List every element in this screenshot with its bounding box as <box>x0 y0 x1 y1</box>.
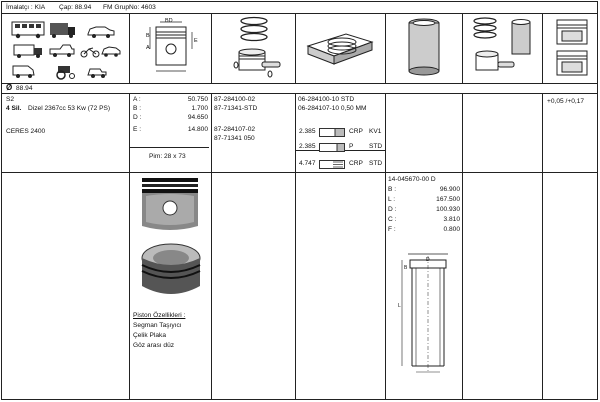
liner-dim-label: C : <box>388 216 397 223</box>
piston-dim-value: 1.700 <box>191 105 208 112</box>
ring-type: CRP <box>349 128 363 135</box>
ring-code: KV1 <box>369 128 382 135</box>
car-icon-2 <box>102 47 120 57</box>
liner-dim-label: F : <box>388 226 396 233</box>
diagram-label-e: E <box>194 38 198 44</box>
piston-feature: Çelik Plaka <box>133 332 166 339</box>
ring-width: 2.385 <box>299 128 316 135</box>
piston-dim-value: 94.650 <box>187 114 208 121</box>
piston-liner-kit-image <box>468 16 538 82</box>
ring-code: STD <box>369 160 383 167</box>
pickup-icon <box>50 45 74 57</box>
ring-profile-icon <box>319 128 345 137</box>
ring-set-box-image <box>302 28 380 68</box>
pin-size: Pim: 28 x 73 <box>149 153 186 160</box>
liner-diagram-label-l: L <box>398 303 401 309</box>
ring-profile-icon <box>319 143 345 152</box>
vehicle-model: CERES 2400 <box>6 128 46 135</box>
ring-type: P <box>349 143 354 150</box>
liner-dim-value: 0.800 <box>443 226 460 233</box>
liner-diagram-label-d: D <box>426 257 430 263</box>
liner-dim-value: 3.810 <box>443 216 460 223</box>
liner-part-number: 14-045670-00 D <box>388 176 436 183</box>
diameter-icon: Ø <box>6 83 13 92</box>
car-icon <box>88 27 114 38</box>
piston-part-number: 87-284107-02 <box>214 126 256 133</box>
piston-photo <box>136 176 206 236</box>
piston-section-diagram <box>552 17 592 79</box>
tractor-icon <box>57 66 75 79</box>
piston-dim-value: 14.800 <box>187 126 208 133</box>
vehicle-code: S2 <box>6 96 15 103</box>
piston-feature: Göz arası düz <box>133 342 175 349</box>
ring-width: 4.747 <box>299 160 316 167</box>
manufacturer-label: İmalatçı : KIA <box>6 4 46 11</box>
group-label: FM GrupNo: 4603 <box>103 4 156 11</box>
ring-code: STD <box>369 143 383 150</box>
ring-type: CRP <box>349 160 363 167</box>
diagram-label-a: A <box>146 45 150 51</box>
ring-part-number: 06-284100-10 STD <box>298 96 355 103</box>
engine-cylinders: 4 Sil. <box>6 105 22 112</box>
piston-dim-label: B : <box>133 105 142 112</box>
piston-part-number: 87-71341 050 <box>214 135 255 142</box>
liner-dim-value: 167.500 <box>436 196 460 203</box>
liner-dim-value: 96.900 <box>439 186 460 193</box>
liner-dim-label: L : <box>388 196 396 203</box>
van-icon <box>13 66 34 78</box>
piston-top-photo <box>136 238 206 304</box>
liner-diagram-label-b: B <box>404 265 408 271</box>
piston-dim-label: D : <box>133 114 142 121</box>
piston-dim-label: E : <box>133 126 142 133</box>
piston-part-number: 87-71341-STD <box>214 105 258 112</box>
vehicle-icons <box>10 18 122 80</box>
bore-label: Çap: 88.94 <box>59 4 92 11</box>
ring-width: 2.385 <box>299 143 316 150</box>
truck-icon <box>50 23 75 38</box>
piston-part-number: 87-284100-02 <box>214 96 256 103</box>
liner-dim-label: B : <box>388 186 397 193</box>
diagram-label-b: B <box>146 33 150 39</box>
catalog-sheet <box>1 1 598 400</box>
diagram-label-bd: BD <box>165 18 173 24</box>
engine-description: Dizel 2367cc 53 Kw (72 PS) <box>28 105 111 112</box>
piston-dim-value: 50.750 <box>187 96 208 103</box>
bore-value: 88.94 <box>16 85 33 92</box>
piston-dim-label: A : <box>133 96 141 103</box>
ring-part-number: 06-284107-10 0,50 MM <box>298 105 367 112</box>
piston-feature: Segman Taşıyıcı <box>133 322 182 329</box>
motorcycle-icon <box>81 48 99 57</box>
ring-profile-icon <box>319 160 345 169</box>
liner-dim-label: D : <box>388 206 397 213</box>
utility-vehicle-icon <box>88 69 106 78</box>
piston-features-title: Piston Özellikleri : <box>133 312 186 319</box>
liner-dim-value: 100.930 <box>436 206 460 213</box>
tow-truck-icon <box>14 45 42 58</box>
piston-rings-image <box>224 16 286 82</box>
oversize-values: +0,05 /+0,17 <box>547 98 585 105</box>
cylinder-liner-image <box>402 17 446 79</box>
bus-icon <box>12 22 44 38</box>
